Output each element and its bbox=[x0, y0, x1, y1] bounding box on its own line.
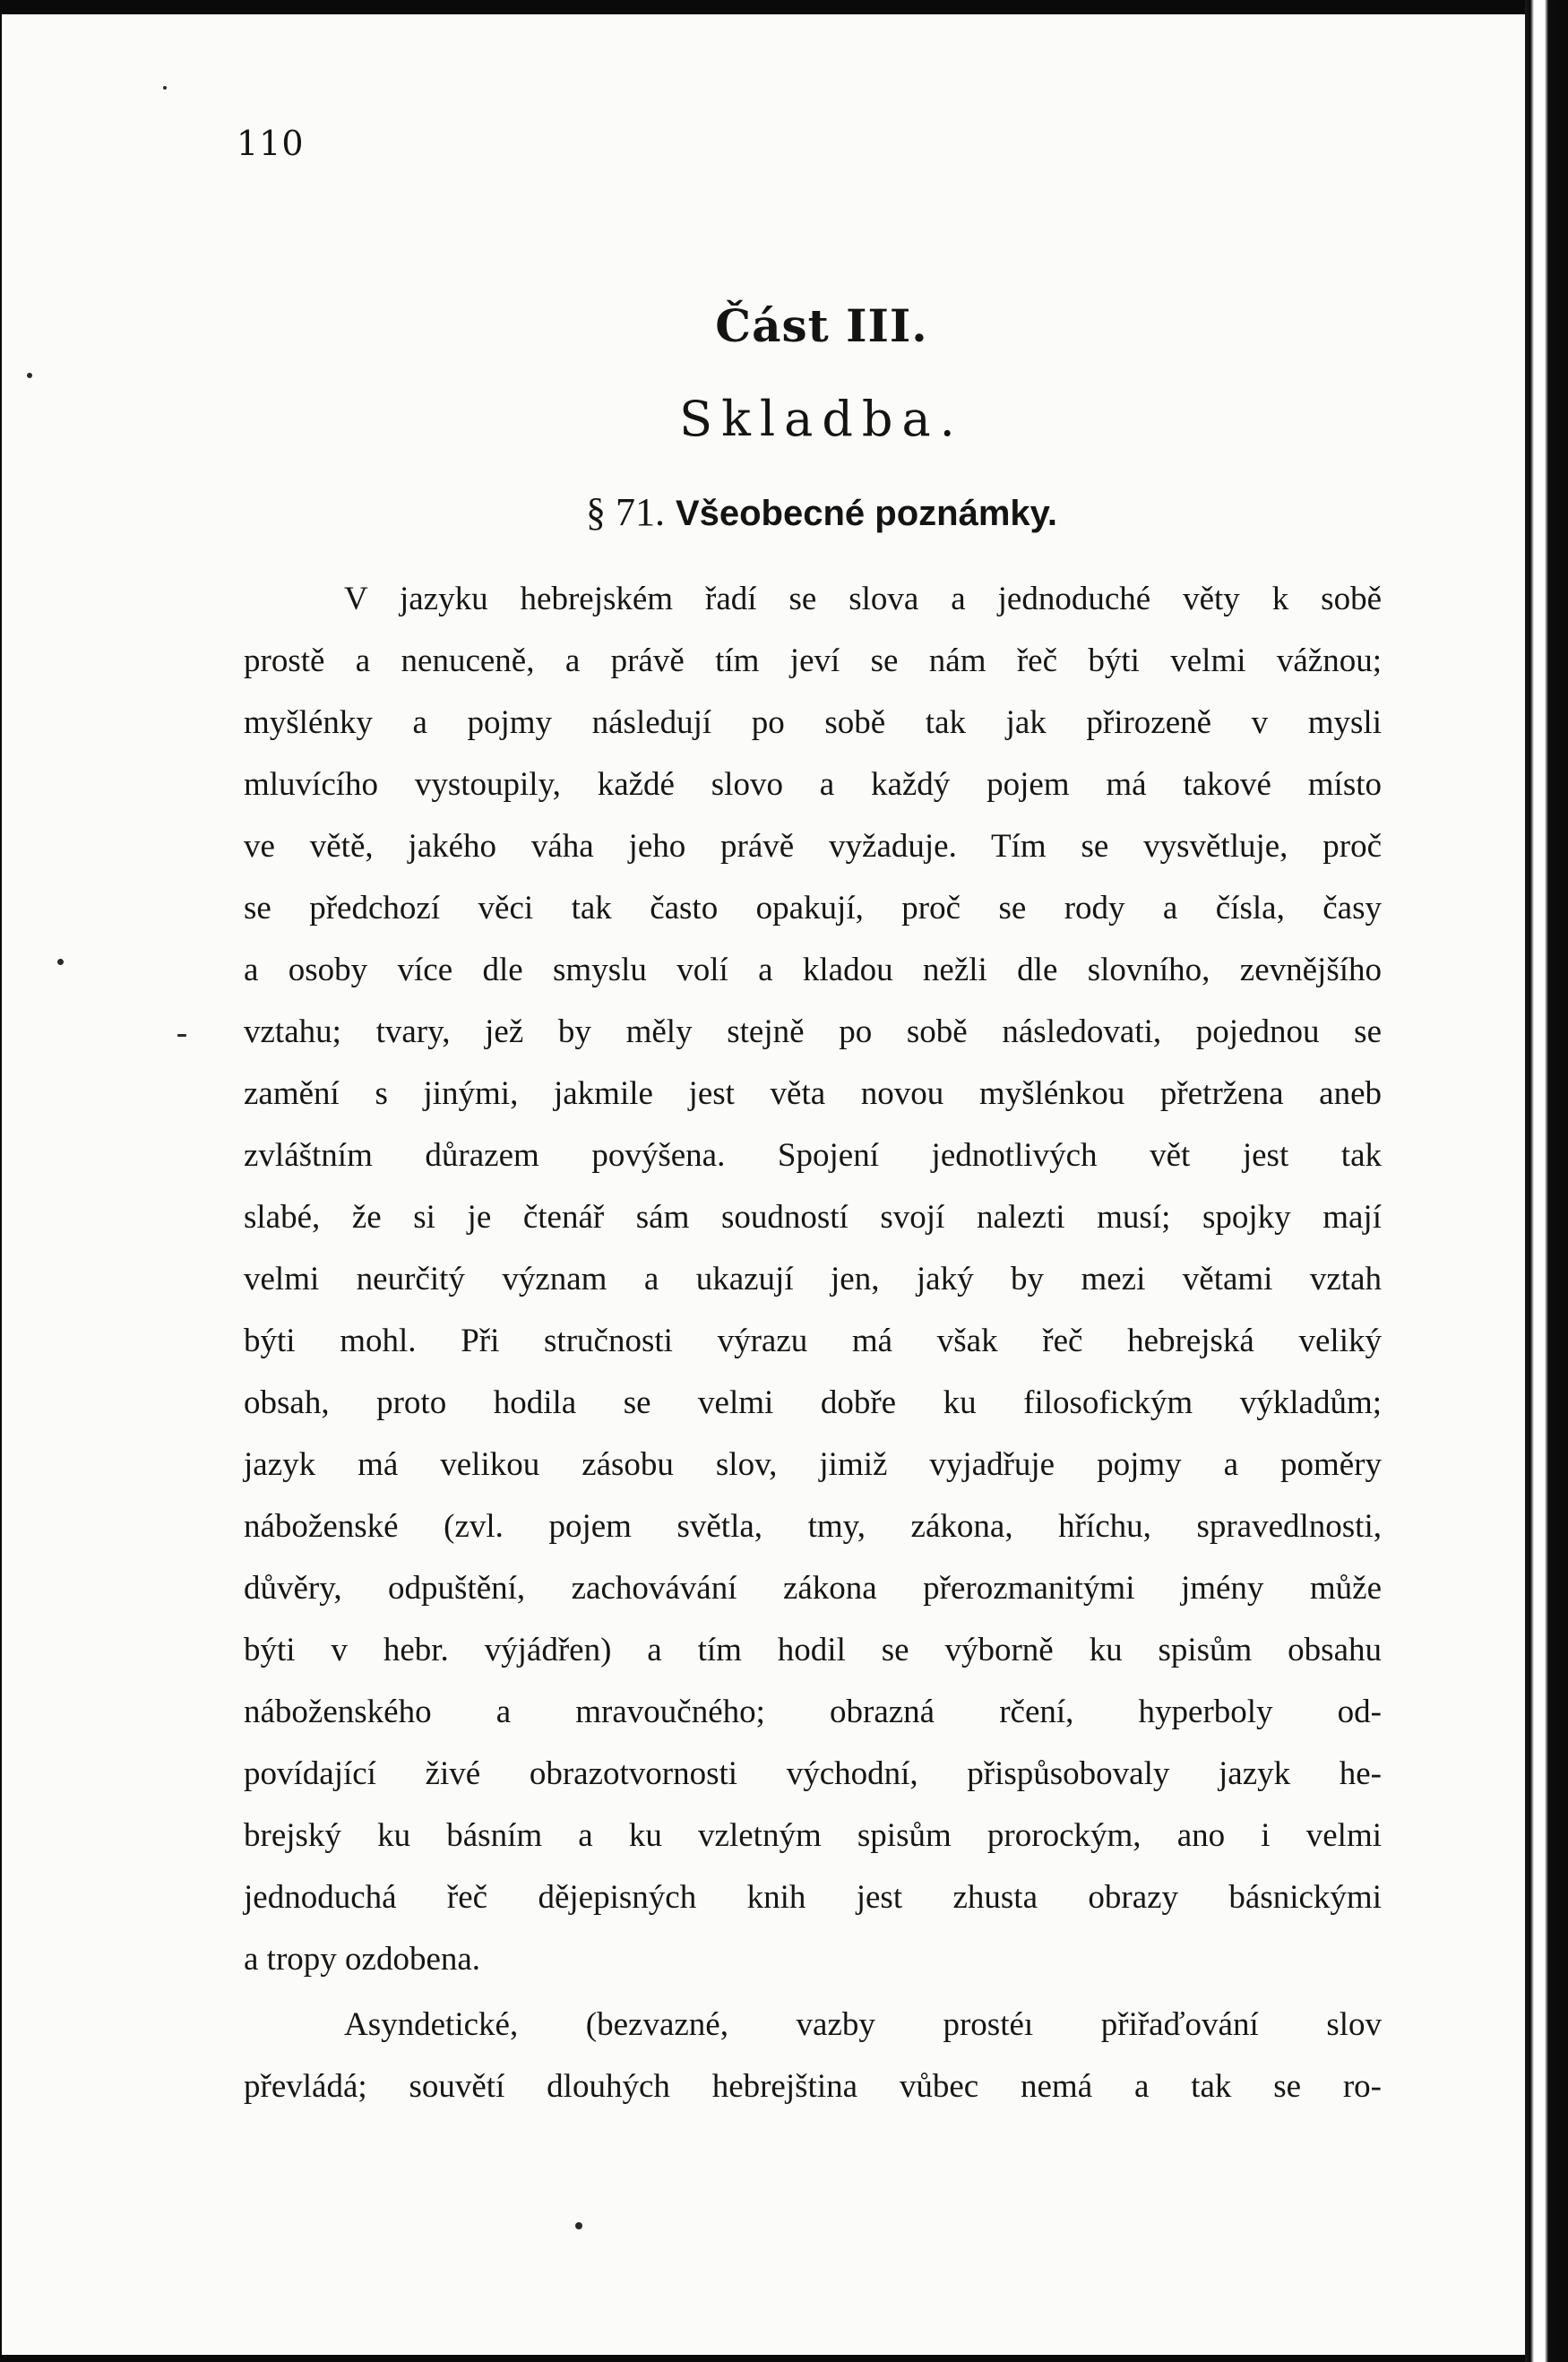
text-line: býti mohl. Při stručnosti výrazu má však řeč hebrejská veliký bbox=[244, 1323, 1382, 1359]
body-text bbox=[244, 568, 1382, 2117]
text-line: velmi neurčitý význam a ukazují jen, jaký by mezi větami vztah bbox=[244, 1261, 1382, 1297]
text-line: převládá; souvětí dlouhých hebrejština vůbec nemá a tak se ro- bbox=[244, 2068, 1382, 2105]
section-title: Skladba. bbox=[679, 391, 964, 447]
text-line: se předchozí věci tak často opakují, proč se rody a čísla, časy bbox=[244, 890, 1382, 927]
text-line: slabé, že si je čtenář sám soudností svojí nalezti musí; spojky mají bbox=[244, 1199, 1382, 1236]
part-title: Část III. bbox=[715, 299, 928, 352]
text-line: prostě a nenuceně, a právě tím jeví se nám řeč býti velmi vážnou; bbox=[244, 642, 1382, 679]
page-edge bbox=[1525, 0, 1568, 2362]
text-line: povídající živé obrazotvornosti východní, přispůsobovaly jazyk he- bbox=[244, 1755, 1382, 1792]
text-line: myšlénky a pojmy následují po sobě tak jak přirozeně v mysli bbox=[244, 704, 1382, 741]
text-line: vztahu; tvary, jež by měly stejně po sobě následovati, pojednou se bbox=[244, 1013, 1382, 1050]
text-line: jazyk má velikou zásobu slov, jimiž vyjadřuje pojmy a poměry bbox=[244, 1446, 1382, 1483]
text-line: a tropy ozdobena. bbox=[244, 1941, 481, 1978]
text-line: zamění s jinými, jakmile jest věta novou myšlénkou přetržena aneb bbox=[244, 1075, 1382, 1112]
paragraph-title: Všeobecné poznámky. bbox=[675, 494, 1058, 533]
text-line: býti v hebr. výjádřen) a tím hodil se výborně ku spisům obsahu bbox=[244, 1632, 1382, 1668]
text-line: a osoby více dle smyslu volí a kladou nežli dle slovního, zevnějšího bbox=[244, 952, 1382, 988]
text-line: zvláštním důrazem povýšena. Spojení jednotlivých vět jest tak bbox=[244, 1137, 1382, 1174]
page-number: 110 bbox=[237, 124, 305, 163]
text-line: obsah, proto hodila se velmi dobře ku filosofickým výkladům; bbox=[244, 1384, 1382, 1421]
text-line: náboženské (zvl. pojem světla, tmy, zákona, hříchu, spravedlnosti, bbox=[244, 1508, 1382, 1545]
paragraph-symbol: § 71. bbox=[585, 490, 665, 534]
text-line: brejský ku básním a ku vzletným spisům prorockým, ano i velmi bbox=[244, 1817, 1382, 1854]
text-line: Asyndetické, (bezvazné, vazby prostéı přiřaďování slov bbox=[344, 2006, 1382, 2043]
text-line: důvěry, odpuštění, zachovávání zákona přerozmanitými jmény může bbox=[244, 1570, 1382, 1607]
paragraph-heading bbox=[2, 489, 1525, 535]
text-line: náboženského a mravoučného; obrazná rčení, hyperboly od- bbox=[244, 1694, 1382, 1730]
text-line: jednoduchá řeč dějepisných knih jest zhusta obrazy básnickými bbox=[244, 1879, 1382, 1916]
text-line: ve větě, jakého váha jeho právě vyžaduje. Tím se vysvětluje, proč bbox=[244, 828, 1382, 865]
text-line: mluvícího vystoupily, každé slovo a každý pojem má takové místo bbox=[244, 766, 1382, 803]
text-line: V jazyku hebrejském řadí se slova a jednoduché věty k sobě bbox=[344, 581, 1382, 617]
book-page bbox=[2, 14, 1525, 2355]
